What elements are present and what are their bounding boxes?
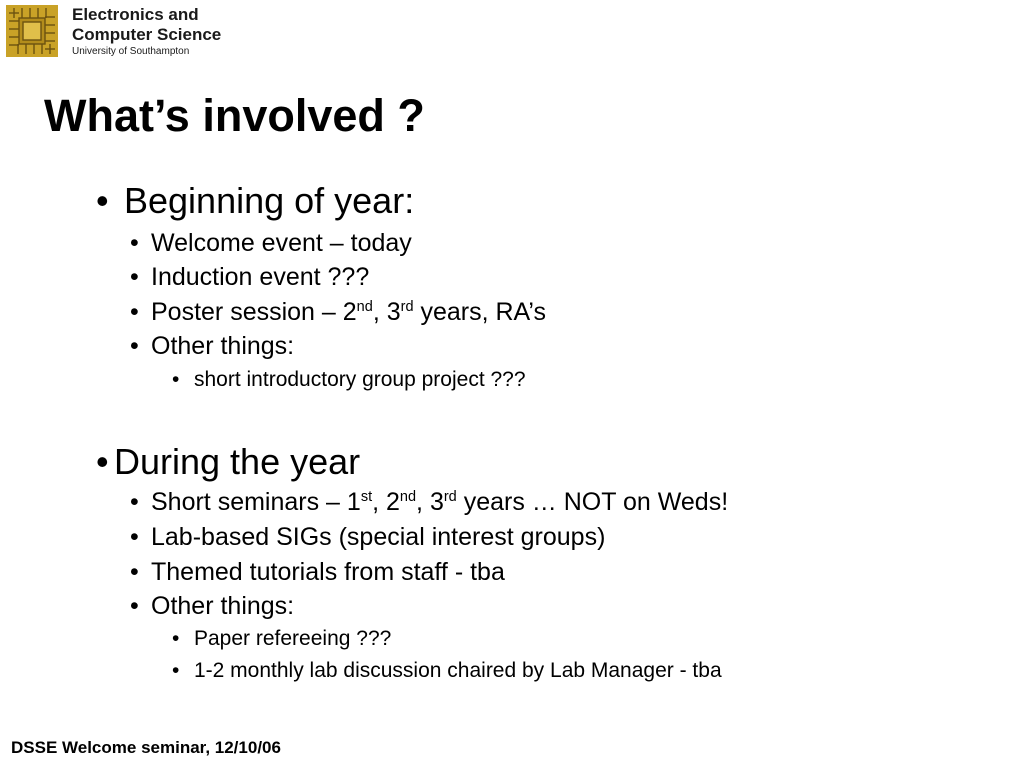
bullet-text-part: years, RA’s <box>413 298 546 326</box>
logo-line-3: University of Southampton <box>72 46 190 57</box>
university-logo <box>6 5 246 63</box>
sub-sub-bullet-lab-discussion <box>172 658 722 684</box>
logo-text <box>72 5 252 58</box>
bullet-icon: • <box>130 229 139 257</box>
bullet-text: short introductory group project ??? <box>194 368 526 391</box>
bullet-text: Induction event ??? <box>151 263 370 291</box>
bullet-text-part: Short seminars – 1 <box>151 488 361 516</box>
bullet-text-part: years … NOT on Weds! <box>456 488 729 516</box>
bullet-during-the-year <box>96 441 360 483</box>
sub-sub-bullet-paper-refereeing <box>172 626 391 652</box>
sub-bullet-short-seminars <box>130 487 728 517</box>
bullet-icon: • <box>96 441 109 482</box>
bullet-icon: • <box>172 368 180 391</box>
bullet-text: During the year <box>114 441 361 482</box>
logo-line-2: Computer Science <box>72 25 222 44</box>
bullet-icon: • <box>130 488 139 516</box>
sub-sub-bullet-group-project <box>172 367 526 393</box>
sub-bullet-other-things <box>130 331 294 361</box>
logo-line-1: Electronics and <box>72 5 199 24</box>
ordinal-superscript: rd <box>400 299 414 316</box>
microchip-logo-icon <box>6 5 58 57</box>
bullet-text: Other things: <box>151 592 295 620</box>
ordinal-superscript: nd <box>356 299 373 316</box>
ordinal-superscript: rd <box>443 489 457 506</box>
bullet-text: Paper refereeing ??? <box>194 627 392 650</box>
bullet-icon: • <box>130 558 139 586</box>
bullet-text: Welcome event – today <box>151 229 412 257</box>
bullet-text: Beginning of year: <box>124 180 415 221</box>
bullet-icon: • <box>130 298 139 326</box>
bullet-icon: • <box>130 592 139 620</box>
sub-bullet-lab-based-sigs <box>130 522 605 552</box>
bullet-text-part: , 3 <box>416 488 444 516</box>
bullet-text: Lab-based SIGs (special interest groups) <box>151 523 606 551</box>
bullet-beginning-of-year <box>96 180 414 222</box>
bullet-text: Other things: <box>151 332 295 360</box>
bullet-text-part: , 3 <box>372 298 401 326</box>
sub-bullet-themed-tutorials <box>130 557 505 587</box>
sub-bullet-poster-session <box>130 297 546 327</box>
bullet-icon: • <box>130 332 139 360</box>
slide-footer: DSSE Welcome seminar, 12/10/06 <box>11 738 281 757</box>
bullet-icon: • <box>172 659 180 682</box>
bullet-icon: • <box>130 523 139 551</box>
bullet-icon: • <box>172 627 180 650</box>
sub-bullet-other-things-2 <box>130 591 294 621</box>
bullet-text: Themed tutorials from staff - tba <box>151 558 505 586</box>
sub-bullet-welcome-event <box>130 228 412 258</box>
bullet-text-part: , 2 <box>372 488 400 516</box>
ordinal-superscript: st <box>360 489 373 506</box>
bullet-text-part: Poster session – 2 <box>151 298 357 326</box>
slide-title: What’s involved ? <box>44 90 425 141</box>
sub-bullet-induction-event <box>130 262 369 292</box>
bullet-text: 1-2 monthly lab discussion chaired by Lab Manager - tba <box>194 659 722 682</box>
bullet-icon: • <box>96 180 109 221</box>
bullet-icon: • <box>130 263 139 291</box>
ordinal-superscript: nd <box>399 489 417 506</box>
